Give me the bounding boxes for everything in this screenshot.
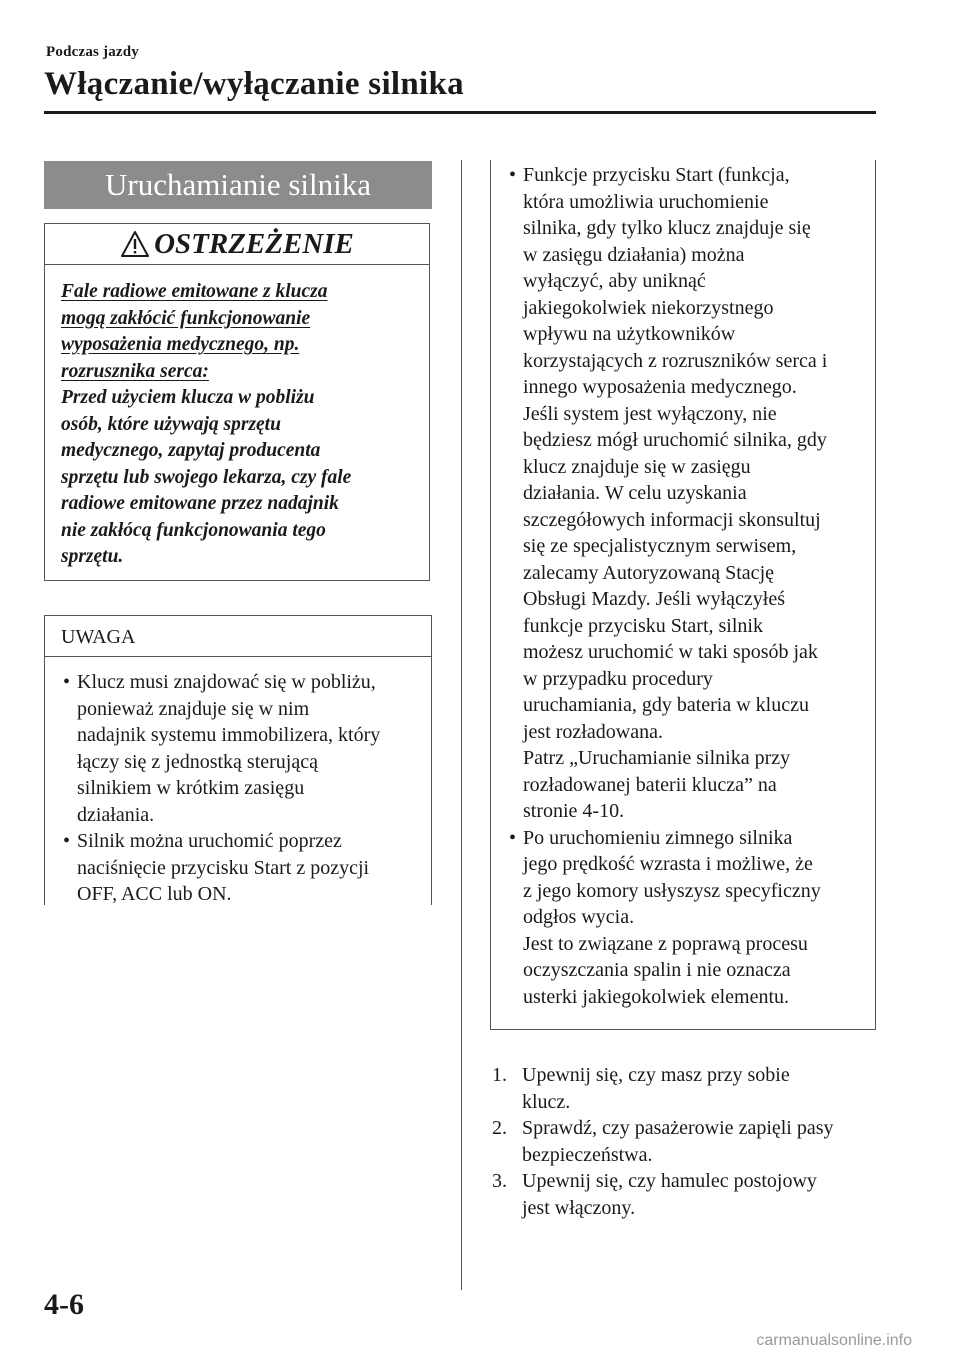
note-line: będziesz mógł uruchomić silnika, gdy (523, 429, 827, 451)
note-line: Silnik można uruchomić poprzez (77, 830, 342, 852)
warning-box (44, 223, 430, 581)
note-line: oczyszczania spalin i nie oznacza (523, 959, 791, 981)
note-line: OFF, ACC lub ON. (77, 883, 232, 905)
warning-line: medycznego, zapytaj producenta (61, 440, 321, 461)
note-continued-box (490, 160, 876, 1030)
note-line: działania. (77, 803, 155, 826)
note-line: jest rozładowana. (523, 720, 663, 743)
step-item (492, 1168, 876, 1221)
warning-underlined-line: wyposażenia medycznego, np. (61, 334, 300, 355)
note-line: łączy się z jednostką sterującą (77, 750, 318, 773)
note-line: z jego komory usłyszysz specyficzny (523, 879, 821, 902)
note-line: nadajnik systemu immobilizera, który (77, 724, 381, 746)
note-line: odgłos wycia. (523, 906, 635, 928)
note-line: Obsługi Mazdy. Jeśli wyłączyłeś (523, 588, 785, 610)
section-label: Podczas jazdy (46, 44, 140, 60)
note-line: stronie 4-10. (523, 800, 625, 822)
step-line: bezpieczeństwa. (522, 1143, 653, 1166)
note-line: Jest to związane z poprawą procesu (523, 932, 808, 955)
step-number: 3. (492, 1170, 507, 1192)
note-box (44, 615, 432, 905)
warning-underlined-line: rozrusznika serca: (61, 360, 209, 382)
note-line: silnikiem w krótkim zasięgu (77, 777, 305, 799)
note-line: działania. W celu uzyskania (523, 482, 747, 504)
warning-triangle-icon (120, 230, 150, 258)
note-item (61, 669, 421, 828)
note-line: Klucz musi znajdować się w pobliżu, (77, 671, 376, 693)
step-number: 1. (492, 1064, 507, 1086)
watermark: carmanualsonline.info (756, 1332, 912, 1349)
procedure-steps (492, 1062, 876, 1221)
note-line: możesz uruchomić w taki sposób jak (523, 641, 818, 663)
note-item (507, 162, 869, 825)
note-line: korzystających z rozruszników serca i (523, 349, 828, 372)
note-line: w zasięgu działania) można (523, 243, 745, 266)
bullet-icon: • (509, 164, 517, 186)
bullet-icon: • (509, 826, 517, 849)
note-line: Funkcje przycisku Start (funkcja, (523, 164, 790, 186)
note-line: ponieważ znajduje się w nim (77, 697, 310, 720)
note-line: się ze specjalistycznym serwisem, (523, 535, 797, 557)
step-line: Upewnij się, czy masz przy sobie (522, 1064, 790, 1086)
warning-line: sprzętu. (61, 546, 124, 567)
note-line: w przypadku procedury (523, 667, 713, 690)
note-line: wyłączyć, aby uniknąć (523, 270, 706, 292)
section-title: Uruchamianie silnika (44, 161, 432, 209)
note-line: funkcje przycisku Start, silnik (523, 614, 763, 637)
step-line: klucz. (522, 1090, 571, 1113)
note-line: Jeśli system jest wyłączony, nie (523, 402, 777, 425)
note-line: rozładowanej baterii klucza” na (523, 773, 777, 796)
note-line: uruchamiania, gdy bateria w kluczu (523, 694, 809, 716)
note-line: innego wyposażenia medycznego. (523, 376, 797, 398)
warning-underlined-line: Fale radiowe emitowane z klucza (61, 281, 328, 302)
column-divider (461, 160, 462, 1290)
step-line: Upewnij się, czy hamulec postojowy (522, 1170, 817, 1192)
note-title: UWAGA (45, 616, 431, 657)
note-body (45, 657, 431, 908)
warning-line: osób, które używają sprzętu (61, 413, 281, 435)
note-line: Patrz „Uruchamianie silnika przy (523, 747, 791, 769)
note-line: zalecamy Autoryzowaną Stację (523, 561, 774, 584)
step-line: Sprawdź, czy pasażerowie zapięli pasy (522, 1117, 834, 1139)
bullet-icon: • (63, 830, 71, 852)
note-line: jego prędkość wzrasta i możliwe, że (523, 853, 813, 875)
bullet-icon: • (63, 671, 71, 693)
note-line: jakiegokolwiek niekorzystnego (523, 296, 774, 319)
warning-underlined-line: mogą zakłócić funkcjonowanie (61, 307, 311, 329)
page-number: 4-6 (44, 1288, 84, 1321)
note-line: wpływu na użytkowników (523, 323, 736, 345)
step-number: 2. (492, 1117, 507, 1139)
note-line: silnika, gdy tylko klucz znajduje się (523, 217, 811, 239)
note-item (507, 825, 869, 1011)
step-line: jest włączony. (522, 1196, 636, 1219)
step-item (492, 1115, 876, 1168)
warning-line: radiowe emitowane przez nadajnik (61, 493, 339, 514)
note-line: klucz znajduje się w zasięgu (523, 455, 751, 478)
note-line: szczegółowych informacji skonsultuj (523, 508, 821, 531)
step-item (492, 1062, 876, 1115)
warning-body (45, 265, 429, 571)
page-title: Włączanie/wyłączanie silnika (44, 66, 464, 102)
note-line: naciśnięcie przycisku Start z pozycji (77, 856, 370, 879)
note-line: usterki jakiegokolwiek elementu. (523, 985, 790, 1008)
warning-title: OSTRZEŻENIE (154, 227, 354, 260)
warning-line: Przed użyciem klucza w pobliżu (61, 387, 315, 408)
note-item (61, 828, 421, 908)
warning-line: nie zakłócą funkcjonowania tego (61, 519, 326, 541)
warning-header (45, 224, 429, 265)
warning-line: sprzętu lub swojego lekarza, czy fale (61, 466, 352, 488)
note-continued-body (491, 160, 875, 1010)
note-line: Po uruchomieniu zimnego silnika (523, 826, 793, 849)
note-line: która umożliwia uruchomienie (523, 190, 769, 213)
header-rule (44, 111, 876, 114)
